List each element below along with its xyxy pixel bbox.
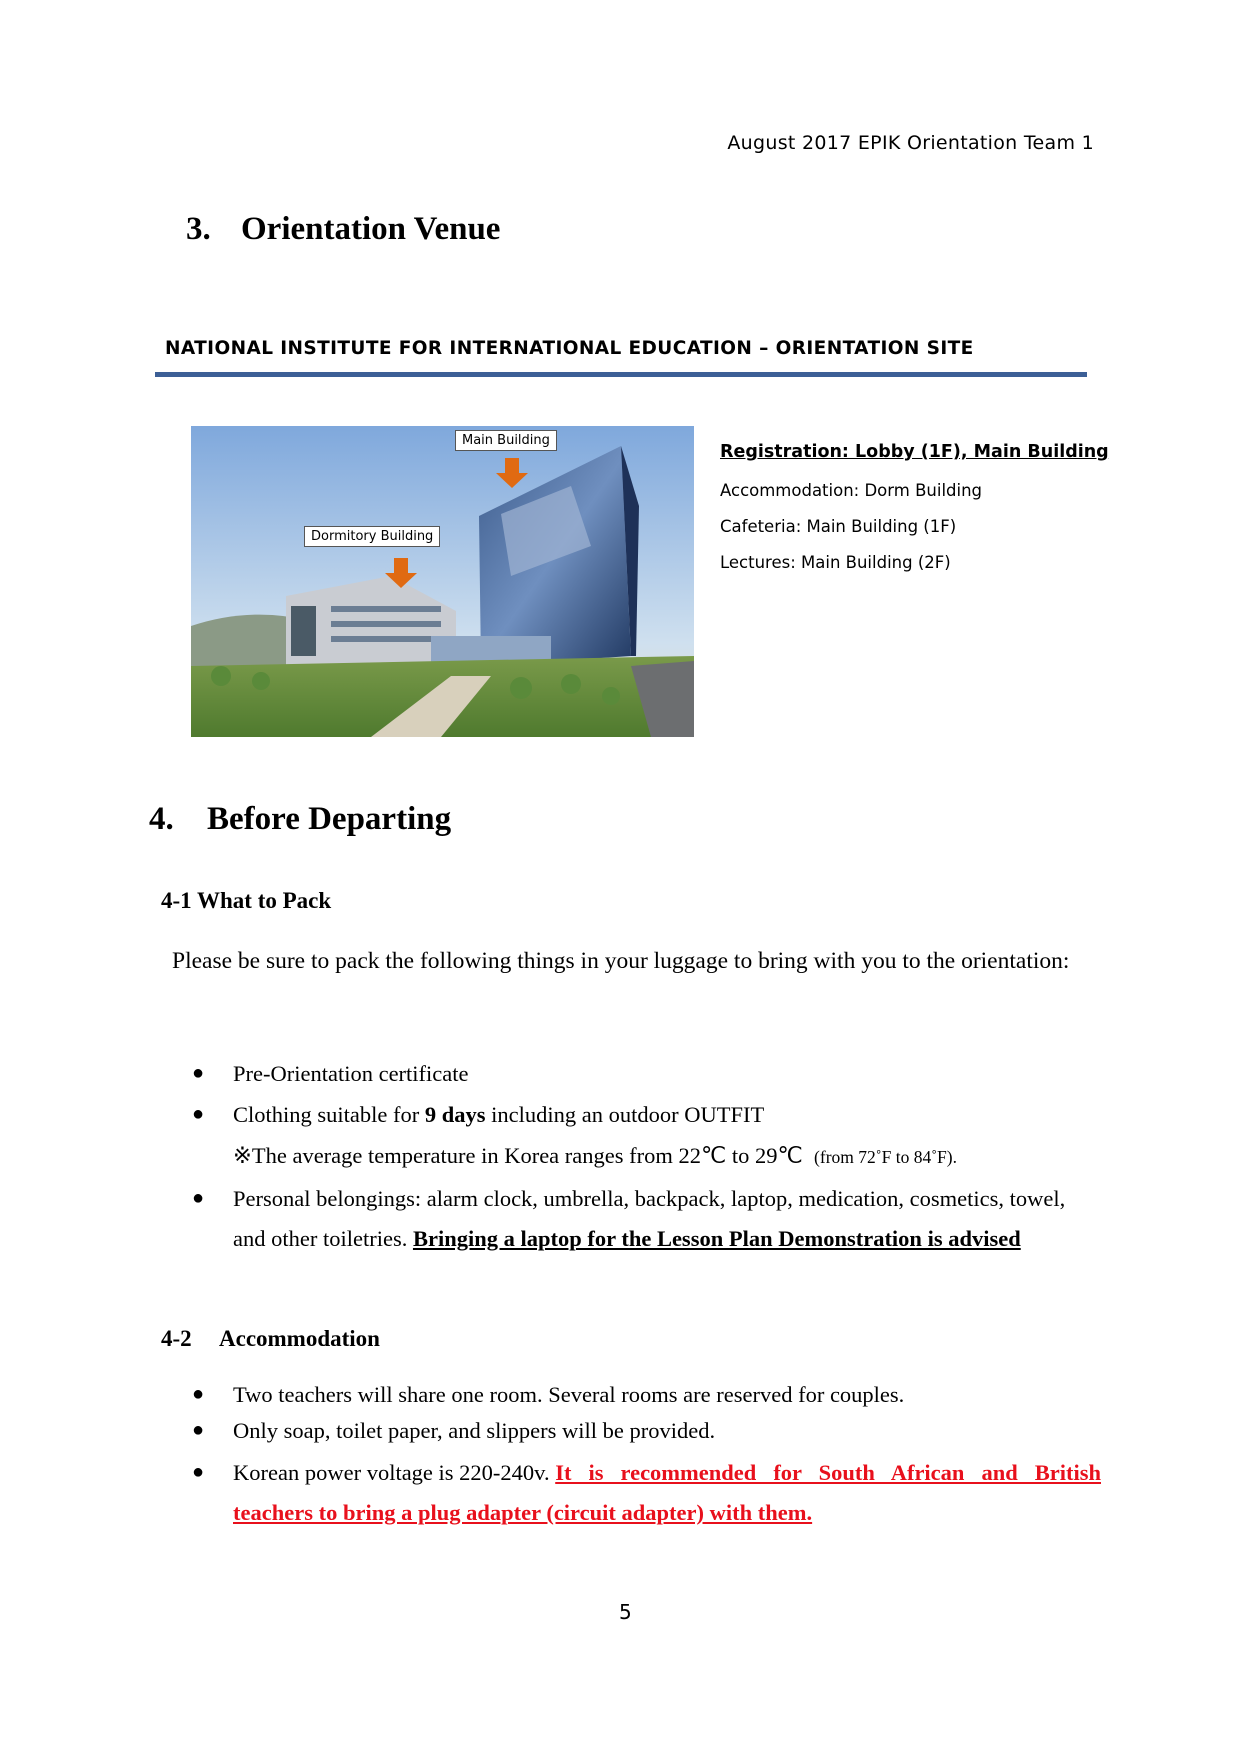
pack-intro: Please be sure to pack the following things in your luggage to bring with you to the orientation: — [172, 948, 1070, 974]
bullet-icon: ● — [192, 1383, 205, 1405]
pack-item — [233, 1102, 764, 1128]
section-4-heading — [149, 801, 451, 838]
voltage-text: Korean power voltage is 220-240v. — [233, 1460, 556, 1485]
accommodation-info: Accommodation: Dorm Building — [720, 481, 983, 500]
bullet-icon: ● — [192, 1187, 205, 1209]
section-3-heading — [186, 211, 500, 248]
section-number: 3. — [186, 211, 211, 247]
bullet-icon: ● — [192, 1103, 205, 1125]
dormitory-building-label: Dormitory Building — [304, 526, 440, 547]
laptop-advisory: Bringing a laptop for the Lesson Plan Demonstration is advised — [412, 1226, 1021, 1251]
subsection-number: 4-2 — [161, 1326, 192, 1351]
note-text: ※The average temperature in Korea ranges from 22℃ to 29℃ — [233, 1143, 803, 1168]
page-number: 5 — [619, 1600, 632, 1624]
pack-item-text: including an outdoor OUTFIT — [485, 1102, 765, 1127]
pack-item-continued — [233, 1226, 1021, 1252]
subsection-4-1-heading: 4-1 What to Pack — [161, 888, 332, 913]
site-title: NATIONAL INSTITUTE FOR INTERNATIONAL EDUCATION – ORIENTATION SITE — [165, 338, 974, 359]
accommodation-item: Two teachers will share one room. Several rooms are reserved for couples. — [233, 1382, 905, 1407]
registration-info: Registration: Lobby (1F), Main Building — [720, 442, 1109, 462]
temperature-note — [233, 1143, 957, 1169]
subsection-4-2-heading — [161, 1326, 380, 1352]
note-fahrenheit: (from 72˚F to 84˚F). — [814, 1147, 957, 1167]
lectures-info: Lectures: Main Building (2F) — [720, 553, 951, 572]
pack-item-text: and other toiletries. — [233, 1226, 413, 1251]
accommodation-item — [233, 1460, 1101, 1486]
pack-item: Personal belongings: alarm clock, umbrella, backpack, laptop, medication, cosmetics, towel, — [233, 1186, 1066, 1211]
main-building-label: Main Building — [455, 430, 557, 451]
bullet-icon: ● — [192, 1419, 205, 1441]
adapter-warning: It is recommended for South African and British — [555, 1460, 1101, 1485]
cafeteria-info: Cafeteria: Main Building (1F) — [720, 517, 957, 536]
section-title: Orientation Venue — [241, 211, 501, 247]
accommodation-item: Only soap, toilet paper, and slippers will be provided. — [233, 1418, 716, 1443]
pack-item: Pre-Orientation certificate — [233, 1061, 469, 1086]
adapter-warning-continued: teachers to bring a plug adapter (circuit adapter) with them. — [233, 1500, 813, 1525]
divider-rule — [155, 372, 1087, 377]
bullet-icon: ● — [192, 1062, 205, 1084]
bullet-icon: ● — [192, 1461, 205, 1483]
section-number: 4. — [149, 801, 174, 837]
subsection-title: Accommodation — [219, 1326, 380, 1351]
page-header: August 2017 EPIK Orientation Team 1 — [727, 132, 1094, 154]
section-title: Before Departing — [207, 801, 452, 837]
venue-photo — [191, 426, 694, 737]
pack-item-text: Clothing suitable for — [233, 1102, 425, 1127]
pack-item-emphasis: 9 days — [424, 1102, 486, 1127]
